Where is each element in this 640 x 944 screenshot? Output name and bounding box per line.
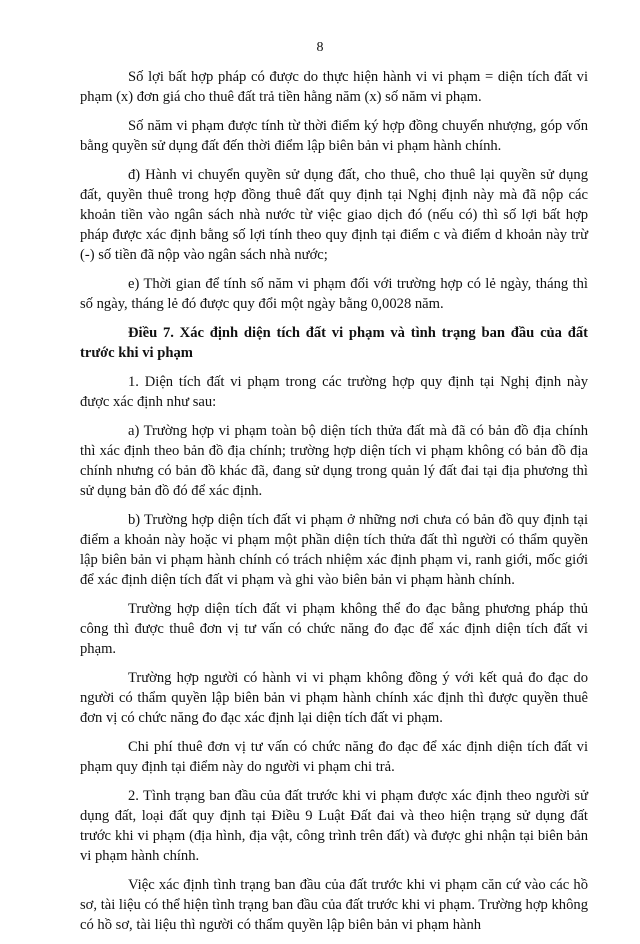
paragraph: e) Thời gian để tính số năm vi phạm đối với trường hợp có lẻ ngày, tháng thì số ngày, tháng lẻ đó được quy đổi một ngày bằng 0,0028 năm.: [80, 276, 588, 312]
paragraph: Chi phí thuê đơn vị tư vấn có chức năng đo đạc để xác định diện tích đất vi phạm quy định tại điểm này do người vi phạm chi trả.: [80, 739, 588, 775]
paragraph: Số năm vi phạm được tính từ thời điểm ký hợp đồng chuyển nhượng, góp vốn bằng quyền sử dụng đất đến thời điểm lập biên bản vi phạm hành chính.: [80, 118, 588, 154]
paragraph: đ) Hành vi chuyển quyền sử dụng đất, cho thuê, cho thuê lại quyền sử dụng đất, quyền thuê trong hợp đồng thuê đất quy định tại Nghị định này mà đã nộp các khoản tiền vào ngân sách nhà nước từ việc giao dịch đó (nếu có) thì số lợi bất hợp pháp được xác định bằng số lợi tính theo quy định tại điểm c và điểm d khoản này trừ (-) số tiền đã nộp vào ngân sách nhà nước;: [80, 167, 588, 263]
page-number: 8: [316, 40, 324, 55]
paragraph: Số lợi bất hợp pháp có được do thực hiện hành vi vi phạm = diện tích đất vi phạm (x) đơn giá cho thuê đất trả tiền hằng năm (x) số năm vi phạm.: [80, 69, 588, 105]
page-body: [80, 67, 588, 944]
paragraph: 2. Tình trạng ban đầu của đất trước khi vi phạm được xác định theo người sử dụng đất, loại đất quy định tại Điều 9 Luật Đất đai và theo hiện trạng sử dụng đất trước khi vi phạm (địa hình, địa vật, công trình trên đất) và được ghi nhận tại biên bản vi phạm hành chính.: [80, 788, 588, 864]
paragraph: b) Trường hợp diện tích đất vi phạm ở những nơi chưa có bản đồ quy định tại điểm a khoản này hoặc vi phạm một phần diện tích thửa đất thì người có thẩm quyền lập biên bản vi phạm hành chính có trách nhiệm xác định phạm vi, ranh giới, mốc giới để xác định diện tích đất vi phạm và ghi vào biên bản vi phạm hành chính.: [80, 512, 588, 588]
paragraph: Trường hợp người có hành vi vi phạm không đồng ý với kết quả đo đạc do người có thẩm quyền lập biên bản vi phạm hành chính xác định thì được quyền thuê đơn vị có chức năng đo đạc xác định lại diện tích đất vi phạm.: [80, 670, 588, 726]
paragraph: Việc xác định tình trạng ban đầu của đất trước khi vi phạm căn cứ vào các hồ sơ, tài liệu có thể hiện tình trạng ban đầu của đất trước khi vi phạm. Trường hợp không có hồ sơ, tài liệu thì người có thẩm quyền lập biên bản vi phạm hành: [80, 877, 588, 933]
paragraph: a) Trường hợp vi phạm toàn bộ diện tích thửa đất mà đã có bản đồ địa chính thì xác định theo bản đồ địa chính; trường hợp diện tích vi phạm không có bản đồ địa chính nhưng có bản đồ khác đã, đang sử dụng trong quản lý đất đai tại địa phương thì sử dụng bản đồ đó để xác định.: [80, 423, 588, 499]
paragraph: 1. Diện tích đất vi phạm trong các trường hợp quy định tại Nghị định này được xác định như sau:: [80, 374, 588, 410]
paragraph: Trường hợp diện tích đất vi phạm không thể đo đạc bằng phương pháp thủ công thì được thuê đơn vị tư vấn có chức năng đo đạc để xác định diện tích đất vi phạm.: [80, 601, 588, 657]
article-heading: Điều 7. Xác định diện tích đất vi phạm và tình trạng ban đầu của đất trước khi vi phạm: [80, 325, 588, 361]
